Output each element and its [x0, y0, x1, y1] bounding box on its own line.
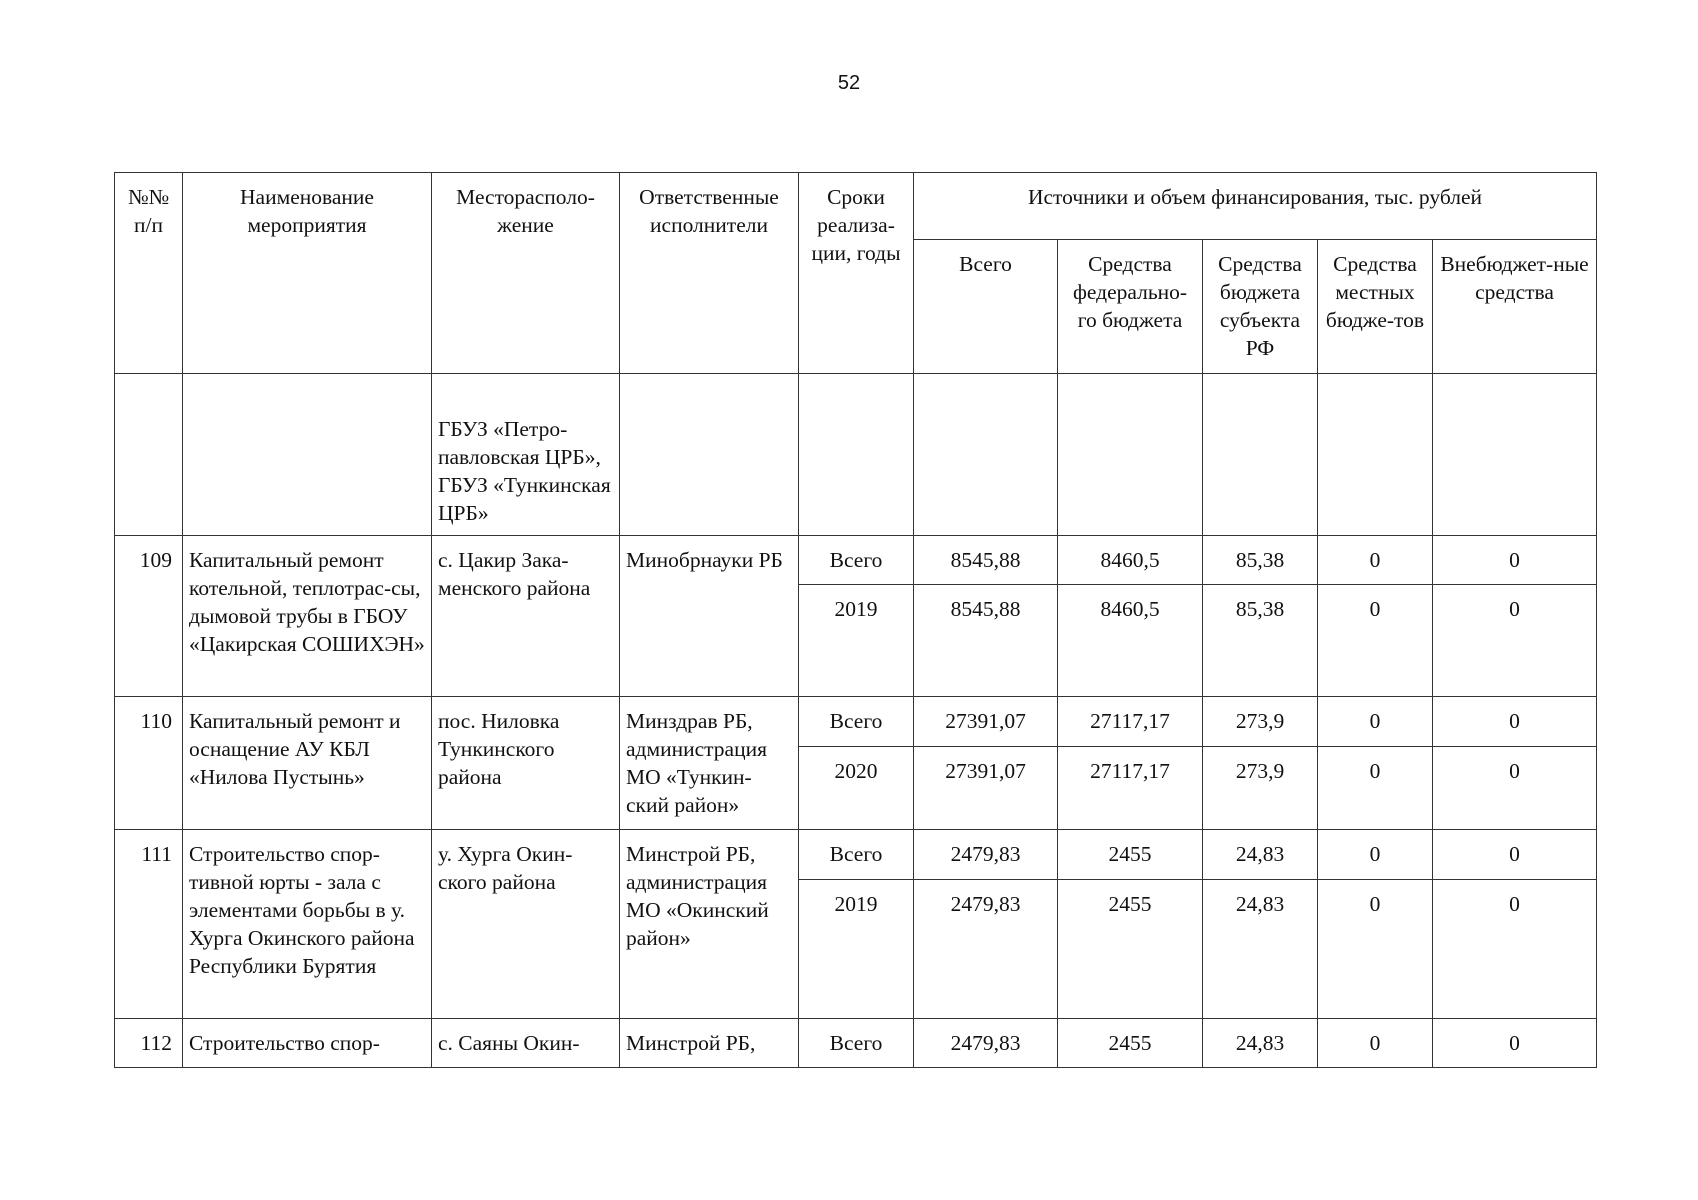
row-responsible: Минздрав РБ, администрация МО «Тункин-ский район» [620, 697, 799, 830]
carryover-federal [1058, 374, 1203, 536]
header-total: Всего [914, 240, 1058, 374]
row-name: Капитальный ремонт и оснащение АУ КБЛ «Нилова Пустынь» [183, 697, 432, 830]
carryover-num [115, 374, 183, 536]
row-subject: 24,83 [1203, 830, 1318, 880]
row-total: 27391,07 [914, 747, 1058, 830]
row-name: Строительство спор- [183, 1019, 432, 1068]
row-extra: 0 [1433, 880, 1597, 1019]
carryover-subject [1203, 374, 1318, 536]
row-period: Всего [799, 697, 914, 747]
row-federal: 2455 [1058, 830, 1203, 880]
row-federal: 8460,5 [1058, 536, 1203, 585]
row-period: Всего [799, 536, 914, 585]
page-number: 52 [837, 72, 861, 94]
row-number: 110 [115, 697, 183, 830]
row-period: Всего [799, 1019, 914, 1068]
row-location: у. Хурга Окин-ского района [432, 830, 620, 1019]
table-row [115, 830, 1597, 880]
row-subject: 85,38 [1203, 585, 1318, 697]
row-total: 2479,83 [914, 1019, 1058, 1068]
row-location: с. Саяны Окин- [432, 1019, 620, 1068]
row-local: 0 [1318, 1019, 1433, 1068]
carryover-period [799, 374, 914, 536]
carryover-extra [1433, 374, 1597, 536]
row-responsible: Минобрнауки РБ [620, 536, 799, 697]
header-local: Средства местных бюдже-тов [1318, 240, 1433, 374]
row-local: 0 [1318, 747, 1433, 830]
header-num: №№ п/п [115, 173, 183, 374]
row-extra: 0 [1433, 697, 1597, 747]
row-location: пос. Ниловка Тункинского района [432, 697, 620, 830]
row-local: 0 [1318, 830, 1433, 880]
table-row [115, 1019, 1597, 1068]
row-federal: 2455 [1058, 880, 1203, 1019]
row-total: 2479,83 [914, 880, 1058, 1019]
row-period: 2020 [799, 747, 914, 830]
header-row [115, 173, 1597, 240]
row-subject: 24,83 [1203, 1019, 1318, 1068]
row-number: 109 [115, 536, 183, 697]
row-responsible: Минстрой РБ, [620, 1019, 799, 1068]
row-extra: 0 [1433, 585, 1597, 697]
row-extra: 0 [1433, 1019, 1597, 1068]
row-period: 2019 [799, 585, 914, 697]
row-local: 0 [1318, 585, 1433, 697]
header-period: Сроки реализа-ции, годы [799, 173, 914, 374]
row-number: 111 [115, 830, 183, 1019]
header-extra: Внебюджет-ные средства [1433, 240, 1597, 374]
row-period: 2019 [799, 880, 914, 1019]
row-subject: 273,9 [1203, 747, 1318, 830]
header-name: Наименование мероприятия [183, 173, 432, 374]
row-federal: 27117,17 [1058, 697, 1203, 747]
row-number: 112 [115, 1019, 183, 1068]
row-federal: 27117,17 [1058, 747, 1203, 830]
row-local: 0 [1318, 536, 1433, 585]
carryover-location: ГБУЗ «Петро-павловская ЦРБ», ГБУЗ «Тункинская ЦРБ» [432, 374, 620, 536]
carryover-responsible [620, 374, 799, 536]
row-local: 0 [1318, 697, 1433, 747]
row-total: 27391,07 [914, 697, 1058, 747]
row-total: 8545,88 [914, 536, 1058, 585]
row-location: с. Цакир Зака-менского района [432, 536, 620, 697]
row-extra: 0 [1433, 536, 1597, 585]
header-federal: Средства федерально-го бюджета [1058, 240, 1203, 374]
row-total: 8545,88 [914, 585, 1058, 697]
table-row [115, 536, 1597, 585]
table-row [115, 697, 1597, 747]
row-subject: 273,9 [1203, 697, 1318, 747]
carryover-row [115, 374, 1597, 536]
header-location: Месторасполо-жение [432, 173, 620, 374]
row-extra: 0 [1433, 830, 1597, 880]
header-financing: Источники и объем финансирования, тыс. рублей [914, 173, 1597, 240]
row-federal: 2455 [1058, 1019, 1203, 1068]
header-responsible: Ответственные исполнители [620, 173, 799, 374]
carryover-total [914, 374, 1058, 536]
row-name: Строительство спор-тивной юрты - зала с элементами борьбы в у. Хурга Окинского района Республики Бурятия [183, 830, 432, 1019]
carryover-local [1318, 374, 1433, 536]
carryover-name [183, 374, 432, 536]
row-period: Всего [799, 830, 914, 880]
row-name: Капитальный ремонт котельной, теплотрас-сы, дымовой трубы в ГБОУ «Цакирская СОШИХЭН» [183, 536, 432, 697]
row-total: 2479,83 [914, 830, 1058, 880]
row-subject: 85,38 [1203, 536, 1318, 585]
row-federal: 8460,5 [1058, 585, 1203, 697]
row-responsible: Минстрой РБ, администрация МО «Окинский район» [620, 830, 799, 1019]
row-local: 0 [1318, 880, 1433, 1019]
financing-table [114, 172, 1597, 1068]
row-extra: 0 [1433, 747, 1597, 830]
row-subject: 24,83 [1203, 880, 1318, 1019]
header-subject: Средства бюджета субъекта РФ [1203, 240, 1318, 374]
